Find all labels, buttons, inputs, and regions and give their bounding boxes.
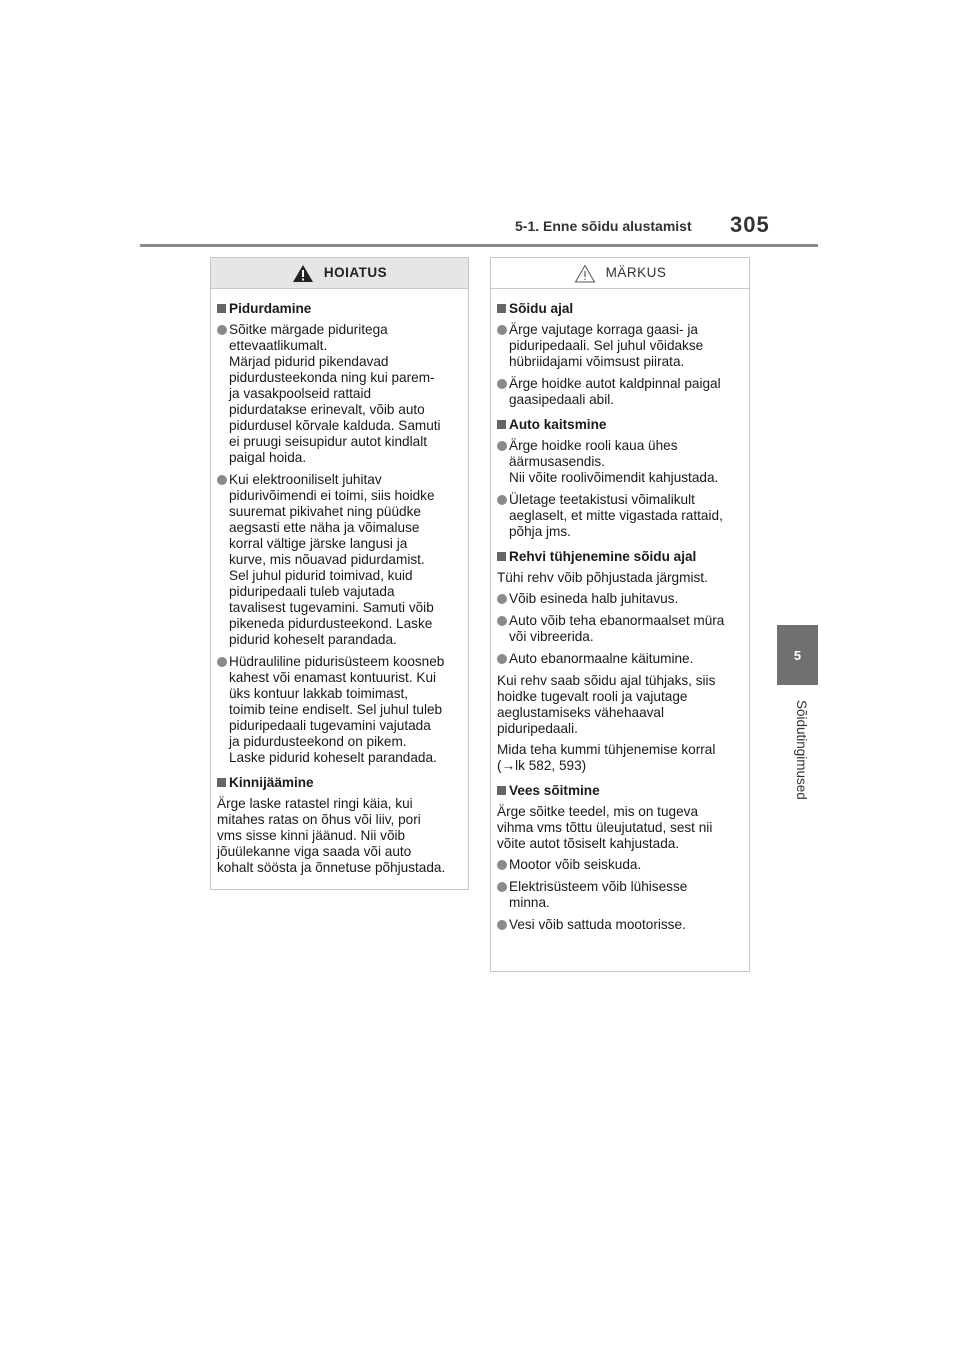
- bullet-dot-icon: [217, 475, 227, 485]
- square-bullet-icon: [497, 304, 506, 313]
- paragraph: Tühi rehv võib põhjustada järgmist.: [497, 570, 708, 585]
- list-item: Kui elektrooniliselt juhitav pidurivõimendi ei toimi, siis hoidke suuremat pikivahet ning püüdke aegsasti ette näha ja võimaluse korral vältige järske langusi ja kurve, mis nõuavad pidurdamist. Sel juhul pidurid toimivad, kuid piduripedaali tuleb vajutada tavalisest tugevamini. Samuti võib pikeneda pidurdusteekond. Laske pidurid koheselt parandada.: [217, 472, 462, 648]
- section-title: 5-1. Enne sõidu alustamist: [515, 218, 692, 234]
- square-bullet-icon: [497, 420, 506, 429]
- page-number: 305: [730, 212, 770, 237]
- caution-outline-triangle-icon: [574, 264, 596, 283]
- list-item: Sõitke märgade piduritega ettevaatlikumalt. Märjad pidurid pikendavad pidurdusteekonda ning kui parem- ja vasakpoolseid rattaid pidurdatakse erinevalt, võib auto pidurdusel kõrvale kalduda. Samuti ei pruugi seisupidur autot kindlalt paigal hoida.: [217, 322, 462, 466]
- section-heading-braking: Pidurdamine: [217, 301, 462, 317]
- bullet-dot-icon: [497, 441, 507, 451]
- warning-box-header: [211, 258, 468, 289]
- notice-box-title: MÄRKUS: [605, 265, 667, 280]
- bullet-dot-icon: [497, 594, 507, 604]
- list-item: Ärge vajutage korraga gaasi- ja piduripedaali. Sel juhul võidakse hübriidajami võimsust piirata.: [497, 322, 743, 370]
- bullet-dot-icon: [497, 495, 507, 505]
- notice-box: [490, 257, 750, 972]
- list-item: Ärge hoidke rooli kaua ühes äärmusasendis. Nii võite roolivõimendit kahjustada.: [497, 438, 743, 486]
- chapter-number: 5: [793, 647, 802, 663]
- list-item: Auto ebanormaalne käitumine.: [497, 651, 743, 667]
- square-bullet-icon: [217, 778, 226, 787]
- header-divider: [140, 244, 818, 247]
- bullet-dot-icon: [217, 325, 227, 335]
- section-heading-flat-tire: Rehvi tühjenemine sõidu ajal: [497, 549, 743, 565]
- section-heading-driving: Sõidu ajal: [497, 301, 743, 317]
- bullet-dot-icon: [497, 325, 507, 335]
- list-item: Ärge hoidke autot kaldpinnal paigal gaasipedaali abil.: [497, 376, 743, 408]
- paragraph: Ärge laske ratastel ringi käia, kui mitahes ratas on õhus või liiv, pori vms sisse kinni jäänud. Nii võib jõuülekanne viga saada või auto kohalt söösta ja õnnetuse põhjustada.: [217, 796, 446, 875]
- bullet-dot-icon: [497, 920, 507, 930]
- paragraph: Ärge sõitke teedel, mis on tugeva vihma vms tõttu üleujutatud, sest nii võite autot tõsiselt kahjustada.: [497, 804, 713, 851]
- list-item: Ületage teetakistusi võimalikult aeglaselt, et mitte vigastada rattaid, põhja jms.: [497, 492, 743, 540]
- notice-box-header: [491, 258, 749, 289]
- warning-box-title: HOIATUS: [323, 265, 388, 280]
- square-bullet-icon: [217, 304, 226, 313]
- bullet-dot-icon: [497, 882, 507, 892]
- bullet-dot-icon: [217, 657, 227, 667]
- section-heading-protect: Auto kaitsmine: [497, 417, 743, 433]
- bullet-dot-icon: [497, 654, 507, 664]
- chapter-label: Sõidutingimused: [794, 700, 809, 800]
- paragraph: Kui rehv saab sõidu ajal tühjaks, siis hoidke tugevalt rooli ja vajutage aeglustamiseks vähehaaval piduripedaali.: [497, 673, 716, 736]
- bullet-dot-icon: [497, 379, 507, 389]
- bullet-dot-icon: [497, 616, 507, 626]
- list-item: Hüdrauliline pidurisüsteem koosneb kahest või enamast kontuurist. Kui üks kontuur lakkab toimimast, toimib teine endiselt. Sel juhul tuleb piduripedaali tugevamini vajutada ja pidurdusteekond on pikem. Laske pidurid koheselt parandada.: [217, 654, 462, 766]
- page-reference: Mida teha kummi tühjenemise korral (→lk 582, 593): [497, 742, 716, 773]
- warning-box: [210, 257, 469, 890]
- list-item: Vesi võib sattuda mootorisse.: [497, 917, 743, 933]
- square-bullet-icon: [497, 552, 506, 561]
- section-heading-water: Vees sõitmine: [497, 783, 743, 799]
- list-item: Võib esineda halb juhitavus.: [497, 591, 743, 607]
- list-item: Auto võib teha ebanormaalset müra või vibreerida.: [497, 613, 743, 645]
- bullet-dot-icon: [497, 860, 507, 870]
- section-heading-stuck: Kinnijäämine: [217, 775, 462, 791]
- chapter-tab: [777, 625, 818, 685]
- list-item: Mootor võib seiskuda.: [497, 857, 743, 873]
- square-bullet-icon: [497, 786, 506, 795]
- warning-triangle-icon: [292, 264, 314, 283]
- list-item: Elektrisüsteem võib lühisesse minna.: [497, 879, 743, 911]
